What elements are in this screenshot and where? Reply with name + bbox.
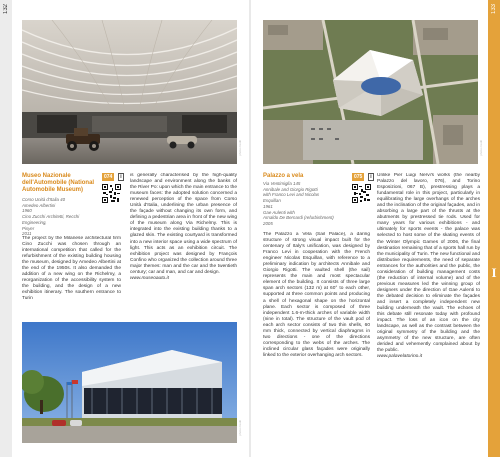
- entry-code-badge-074: 074: [104, 174, 113, 180]
- meta-architect: Annibale and Giorgio Rigotti: [263, 186, 318, 192]
- body-column-2-left: [130, 173, 237, 339]
- meta-renovation-cont: Pisyer: [22, 225, 35, 231]
- meta-renovation-year: 2005: [263, 220, 273, 226]
- palavela-website-link[interactable]: www.palavelatorino.it: [377, 354, 423, 360]
- page-gutter: [249, 0, 251, 457]
- museum-exterior-photo: [22, 322, 237, 443]
- meta-address: Via Ventimiglia 145: [263, 181, 301, 186]
- photo-credit-top: photo credit: [238, 140, 242, 156]
- photo-credit-right: photo credit: [479, 140, 483, 156]
- qr-code-icon[interactable]: [352, 184, 371, 203]
- entry-title-074: Museo Nazionale dell'Automobile (National Automobile Museum): [22, 173, 95, 193]
- info-icon: i: [368, 173, 374, 181]
- left-page-number: 132: [3, 4, 9, 15]
- section-mark: I: [491, 265, 497, 280]
- meta-renovation: Gae Aulenti with: [263, 209, 295, 215]
- qr-code-icon[interactable]: [102, 184, 121, 203]
- left-page-edge: [0, 0, 12, 457]
- meta-year: 1961: [263, 203, 273, 209]
- right-page-edge: [488, 0, 500, 457]
- meta-architect-cont: with Franco Levi and Nicolas: [263, 192, 320, 198]
- meta-renovation: Cino Zucchi Architetti, Recchi Engineering,: [22, 214, 80, 225]
- meta-address: Corso Unità d'Italia 40: [22, 197, 66, 202]
- meta-architect-cont-2: Esquillan: [263, 198, 281, 204]
- museum-interior-photo: [22, 20, 237, 164]
- meta-architect: Amedeo Albertini: [22, 202, 56, 208]
- entry-code-badge-075: 075: [354, 174, 363, 180]
- meta-renovation-cont: Arnaldo De Bernardi (refurbishment): [263, 215, 334, 221]
- right-page-number: 133: [491, 4, 497, 15]
- palazzo-a-vela-aerial-photo: [263, 20, 478, 164]
- body-column-2-text: Unlike Pier Luigi Nervi's works (the nearby Palazzo del lavoro, 076), and Torino Esposizioni, 067 B), prestressing plays a fundamental role in this project, particularly in equilibrating the large overhangs of the arches and the inclination of the original façades, and in absorbing a large part of the thrusts at the abutments by prestressed tie rods. Used for many years for various exhibitions - and ultimately for sports events - the palace was selected to host some of the skating events of the Winter Olympic Games of 2006, the final destination remaining that of a sports hall run by the municipality of Turin. The new functional and distributive requirements, the need of separate entrances for the authorities and the public, the consideration of building management costs (the reduction of internal volume) and of the previous measures led the winning group of designers under the direction of Gae Aulenti to the debated decision to eliminate the façades and insert a completely independent new building underneath the vault. The echoes of this debate still resonate today with profound impact. The loss of an icon on the city landscape, as well as the contrast between the original symmetry of the building and the asymmetry of the new structure, are often derided and vehemently complained about by the public.: [377, 173, 480, 354]
- body-column-1-left: The project by the Milanese architectural firm Cino Zucchi was chosen through an international competition that called for the refurbishment of the existing building housing the museum, designed by Amedeo Albertini at the end of the 1950s. It also demanded the addition of a new wing on the Richelmy, a reorganization of the accessibility system to the building, and the design of a new exhibition itinerary. The southern entrance to Turin: [22, 236, 121, 302]
- body-column-1-right: The Palazzo a Vela (Sail Palace), a daring structure of strong visual impact built for the centenary of Italy's unification, was designed by Franco Levi in cooperation with the French engineer Nicolas Esquillan, with reference to a preliminary indication by architects Annibale and Giorgio Rigotti. The vaulted shell (the sail) represents the main and most spectacular element of the building. It consists of three large span arch sectors (132 m) at 60° to each other, supported at three common points and producing a shell of hexagonal shape on the horizontal plane. Each sector is composed of three independent 1.6-m-thick arches of variable width (nine in total). The structure of the vault pod of each arch sector consists of two thin shells, 60 mm thick, connected by vertical diaphragms in two directions - one of the directions corresponding to the webs of the arches. The inclined circular glass façades were originally linked to the exterior overhanging arch sectors.: [263, 232, 370, 358]
- entry-title-075: Palazzo a vela: [263, 173, 304, 179]
- entry-meta-074: [22, 197, 102, 237]
- meta-year: 1960: [22, 208, 32, 214]
- body-column-2-right: [377, 173, 480, 446]
- photo-credit-bottom: photo credit: [238, 420, 242, 436]
- entry-meta-075: [263, 181, 349, 227]
- meta-renovation-year: 2011: [22, 231, 32, 237]
- body-column-2-text: is generally characterised by the high-quality landscape and environment along the banks of the River Po: upon which the main entrance to the museum faces: the adopted solution concerned a renewed perception of the space from Corso Unità d'Italia, underlining the urban presence of the façade without changing its own form, and defining a pedestrian area in front of the new wing of the museum along Via Richelmy. This is integrated into the existing building thanks to a glazed skin. The existing courtyard is transformed into a new interior space using a wide spectrum of light. This acts as an exhibition circuit. The exhibition project was designed by François Confino who organized the collection around three major themes: man and the car and the twentieth century; car and man, and car and design.: [130, 173, 237, 275]
- info-icon: i: [118, 173, 124, 181]
- museum-website-link[interactable]: www.museoauto.it: [130, 275, 169, 281]
